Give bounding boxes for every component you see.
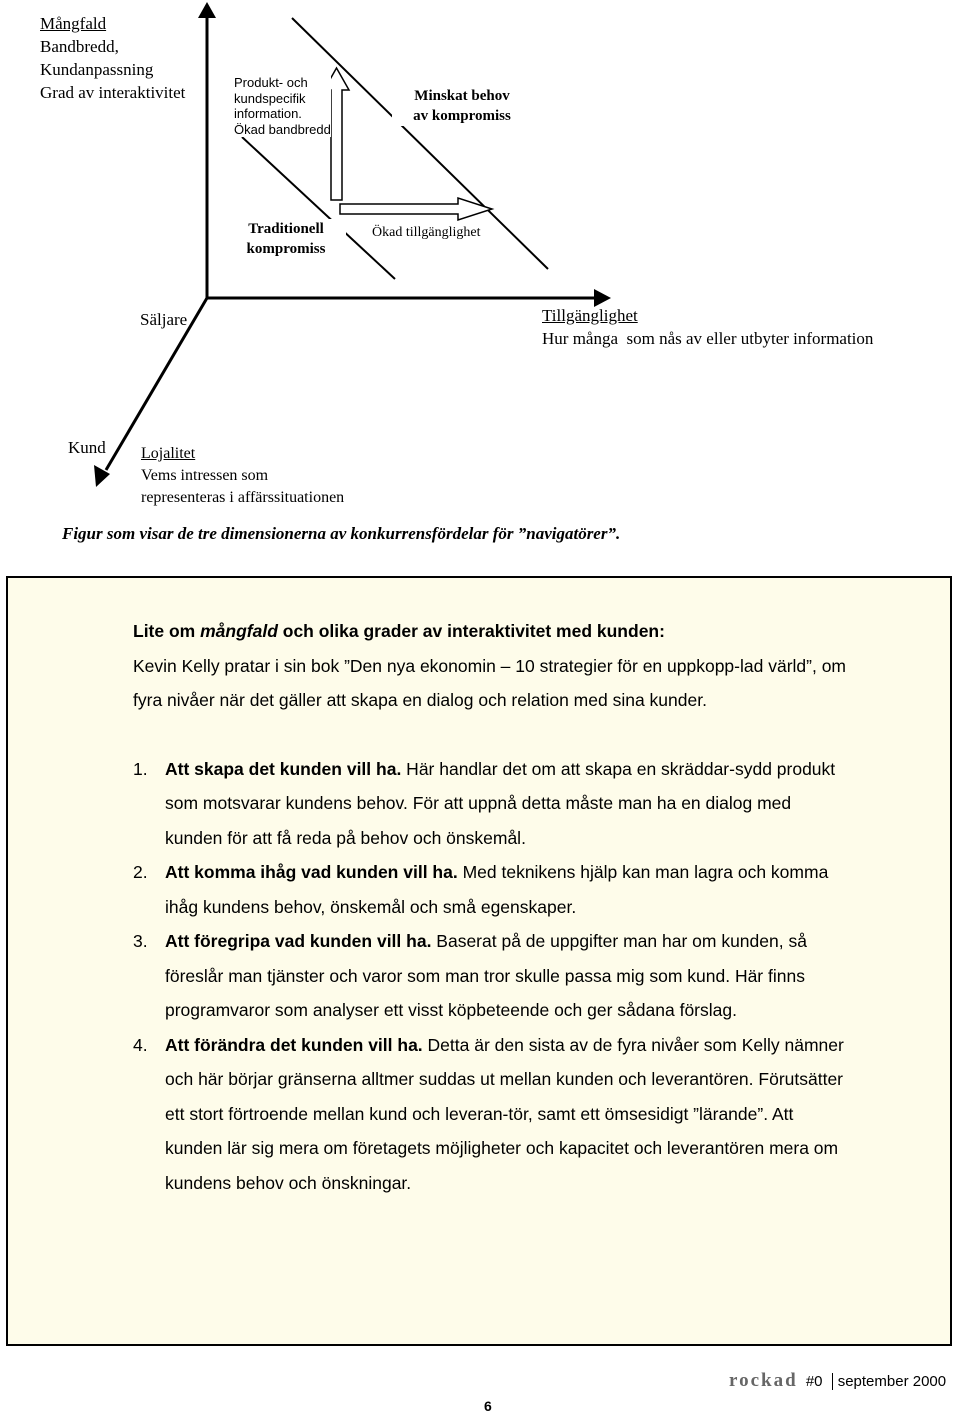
- item-heading: Att föregripa vad kunden vill ha.: [165, 931, 432, 951]
- note-line-1: Produkt- och: [234, 75, 308, 90]
- reduced-line-2: av kompromiss: [413, 108, 511, 124]
- item-number: 3.: [133, 931, 148, 951]
- intro-emphasis: mångfald: [200, 621, 278, 641]
- loyalty-line-2: representeras i affärssituationen: [141, 489, 345, 506]
- list-item: [133, 752, 853, 856]
- manifold-line-2: Kundanpassning: [40, 60, 154, 79]
- manifold-line-3: Grad av interaktivitet: [40, 83, 186, 102]
- reduced-line-1: Minskat behov: [414, 88, 510, 104]
- intro-heading: [133, 614, 853, 649]
- right-hollow-arrow: [340, 198, 492, 220]
- intro-pre: Lite om: [133, 621, 201, 641]
- note-line-3: information.: [234, 106, 302, 121]
- footer-divider: [832, 1373, 833, 1390]
- intro-post: och olika grader av interaktivitet med kunden:: [277, 621, 665, 641]
- customer-label: Kund: [68, 438, 106, 457]
- item-text: Baserat på de uppgifter man har om kunden, så föreslår man tjänster och varor som man tror skulle passa mig som kund. Här finns programvaror som analyser ett visst köpbeteende och ger sådana förslag.: [165, 931, 807, 1020]
- item-heading: Att komma ihåg vad kunden vill ha.: [165, 862, 458, 882]
- issue-number: #0: [805, 1373, 823, 1390]
- note-line-2: kundspecifik: [234, 90, 306, 106]
- manifold-title: Mångfald: [40, 14, 107, 33]
- availability-label: [542, 304, 873, 350]
- traditional-line-2: kompromiss: [246, 241, 326, 257]
- increased-availability-label: Ökad tillgänglighet: [372, 225, 481, 240]
- availability-line: Hur många som nås av eller utbyter information: [542, 329, 874, 348]
- item-heading: Att förändra det kunden vill ha.: [165, 1034, 423, 1055]
- vertical-axis-arrowhead: [198, 2, 216, 18]
- page-number: 6: [484, 1398, 492, 1414]
- figure-caption: Figur som visar de tre dimensionerna av konkurrensfördelar för ”navigatörer”.: [62, 524, 621, 543]
- list-item: [133, 1028, 853, 1201]
- info-box-content: [133, 614, 853, 1200]
- reduced-compromise-label: [392, 86, 532, 126]
- list-item: [133, 855, 853, 924]
- levels-list: [133, 752, 853, 1201]
- loyalty-label: [141, 443, 344, 509]
- item-text: Detta är den sista av de fyra nivåer som Kelly nämner och här börjar gränserna alltmer suddas ut mellan kunden och leverantören. Förutsätter ett stort förtroende mellan kund och leveran-tör, samt ett ömsesidigt ”lärande”. Att kunden lär sig mera om företagets möjligheter och kapacitet och leverantören mera om kundens behov och önskningar.: [165, 1034, 844, 1193]
- issue-date: september 2000: [837, 1373, 947, 1390]
- rockad-logo: rockad: [729, 1370, 798, 1391]
- traditional-line-1: Traditionell: [248, 221, 324, 237]
- item-number: 2.: [133, 862, 148, 882]
- note-line-4: Ökad bandbredd: [234, 121, 331, 137]
- list-item: [133, 924, 853, 1028]
- loyalty-line-1: Vems intressen som: [141, 467, 269, 484]
- item-text: Med teknikens hjälp kan man lagra och komma ihåg kundens behov, önskemål och små egenskaper.: [165, 862, 829, 917]
- seller-label: Säljare: [140, 310, 188, 329]
- manifold-line-1: Bandbredd,: [40, 37, 119, 56]
- item-number: 1.: [133, 758, 148, 779]
- item-text: Här handlar det om att skapa en skräddar-sydd produkt som motsvarar kundens behov. För att uppnå detta måste man ha en dialog med kunden för att få reda på behov och önskemål.: [165, 758, 836, 848]
- traditional-compromise-label: [226, 219, 346, 259]
- manifold-label: [40, 12, 185, 104]
- intro-paragraph: Kevin Kelly pratar i sin bok ”Den nya ekonomin – 10 strategier för en uppkopp-lad värld”, om fyra nivåer när det gäller att skapa en dialog och relation med sina kunder.: [133, 655, 847, 710]
- loyalty-title: Lojalitet: [141, 445, 196, 462]
- item-heading: Att skapa det kunden vill ha.: [165, 758, 402, 779]
- item-number: 4.: [133, 1034, 148, 1055]
- footer-masthead: [729, 1370, 946, 1392]
- availability-title: Tillgänglighet: [542, 306, 638, 325]
- bandwidth-note: [234, 75, 331, 137]
